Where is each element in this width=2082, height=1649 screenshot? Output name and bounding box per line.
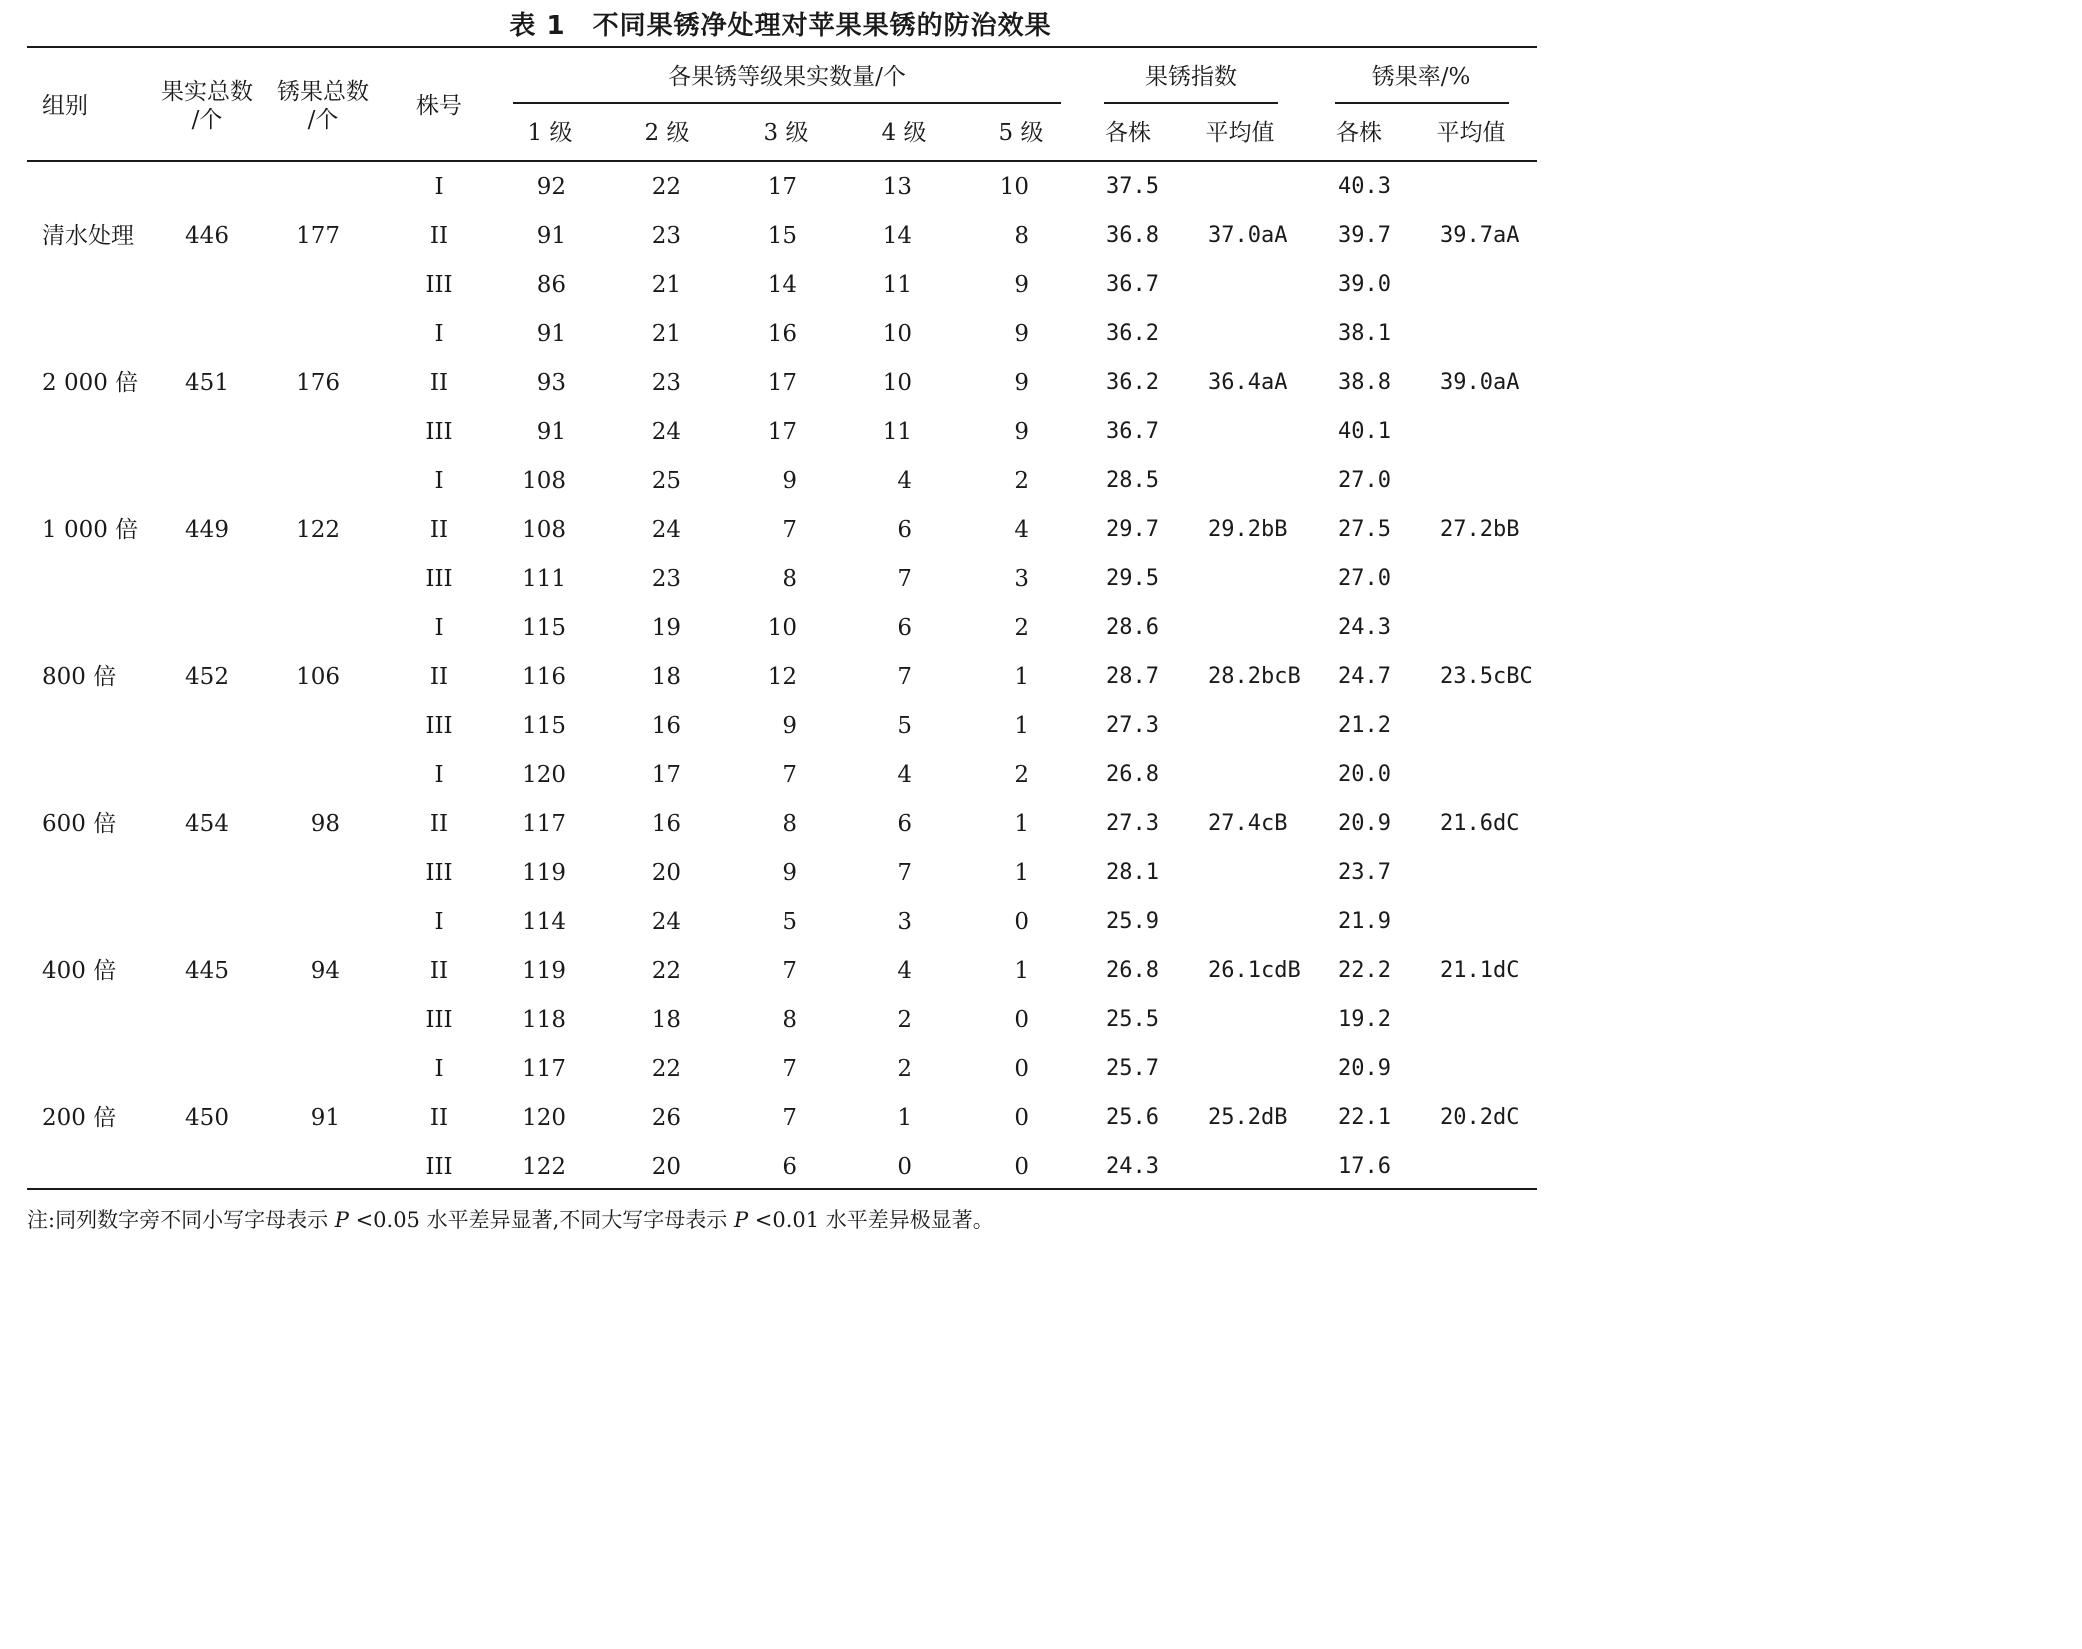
grade-3-count: 5 (782, 909, 797, 935)
grade-2-count: 23 (651, 566, 681, 592)
grade-5-count: 9 (1014, 370, 1029, 396)
index-each: 36.2 (1106, 370, 1159, 395)
plant-number: II (429, 370, 449, 396)
index-each: 26.8 (1106, 762, 1159, 787)
header-index-each: 各株 (1105, 120, 1151, 146)
index-each: 28.7 (1106, 664, 1159, 689)
grade-1-count: 115 (522, 713, 566, 739)
index-each: 36.8 (1106, 223, 1159, 248)
grade-3-count: 6 (782, 1154, 797, 1180)
index-mean: 25.2dB (1208, 1105, 1288, 1130)
footnote-p-2: P (733, 1208, 749, 1232)
rate-each: 17.6 (1338, 1154, 1391, 1179)
grade-3-count: 7 (782, 762, 797, 788)
header-index-group: 果锈指数 (1145, 64, 1237, 90)
header-total-fruit-line1: 果实总数 (161, 79, 253, 105)
group-total-fruit: 450 (185, 1105, 229, 1131)
group-name: 清水处理 (42, 223, 134, 249)
group-total-fruit: 446 (185, 223, 229, 249)
group-total-fruit: 451 (185, 370, 229, 396)
grade-5-count: 3 (1014, 566, 1029, 592)
group-rust-fruit: 91 (310, 1105, 340, 1131)
header-rate-group: 锈果率/% (1371, 64, 1471, 90)
grade-2-count: 22 (651, 174, 681, 200)
grade-1-count: 108 (522, 468, 566, 494)
plant-number: II (429, 223, 449, 249)
rate-each: 40.1 (1338, 419, 1391, 444)
grade-1-count: 120 (522, 762, 566, 788)
grade-4-count: 6 (897, 615, 912, 641)
group-total-fruit: 452 (185, 664, 229, 690)
group-name: 400 倍 (42, 958, 117, 984)
grade-1-count: 117 (522, 811, 566, 837)
header-rate-each: 各株 (1336, 120, 1382, 146)
index-each: 28.6 (1106, 615, 1159, 640)
index-mean: 36.4aA (1208, 370, 1288, 395)
table-title: 表 1 不同果锈净处理对苹果果锈的防治效果 (509, 11, 1052, 41)
grade-2-count: 22 (651, 958, 681, 984)
index-each: 27.3 (1106, 713, 1159, 738)
grade-3-count: 14 (767, 272, 797, 298)
index-each: 24.3 (1106, 1154, 1159, 1179)
grade-1-count: 91 (536, 419, 566, 445)
grade-1-count: 119 (522, 958, 566, 984)
grade-3-count: 16 (767, 321, 797, 347)
rate-each: 22.1 (1338, 1105, 1391, 1130)
header-grade-1: 1 级 (527, 120, 573, 146)
grade-4-count: 4 (897, 468, 912, 494)
group-name: 200 倍 (42, 1105, 117, 1131)
grade-1-count: 122 (522, 1154, 566, 1180)
rate-each: 20.0 (1338, 762, 1391, 787)
grade-2-count: 20 (651, 860, 681, 886)
rate-mean: 21.1dC (1440, 958, 1520, 983)
plant-number: I (434, 762, 444, 788)
grade-5-count: 1 (1014, 860, 1029, 886)
grade-1-count: 116 (522, 664, 566, 690)
grade-4-count: 4 (897, 958, 912, 984)
index-each: 27.3 (1106, 811, 1159, 836)
grade-3-count: 7 (782, 958, 797, 984)
header-plant: 株号 (416, 93, 462, 119)
grade-2-count: 25 (651, 468, 681, 494)
grade-3-count: 17 (767, 370, 797, 396)
plant-number: III (425, 1154, 453, 1180)
grade-4-count: 2 (897, 1056, 912, 1082)
rate-each: 24.7 (1338, 664, 1391, 689)
grade-2-count: 24 (651, 419, 681, 445)
grade-1-count: 111 (522, 566, 566, 592)
grade-4-count: 14 (882, 223, 912, 249)
plant-number: I (434, 909, 444, 935)
header-rule (27, 160, 1537, 162)
grade-2-count: 16 (651, 713, 681, 739)
grade-1-count: 91 (536, 321, 566, 347)
header-rate-mean: 平均值 (1436, 120, 1506, 146)
grade-5-count: 1 (1014, 811, 1029, 837)
grade-2-count: 26 (651, 1105, 681, 1131)
grade-4-count: 7 (897, 566, 912, 592)
grade-2-count: 23 (651, 223, 681, 249)
grade-2-count: 21 (651, 272, 681, 298)
header-grade-group: 各果锈等级果实数量/个 (668, 64, 906, 90)
grade-4-count: 6 (897, 811, 912, 837)
grade-4-count: 1 (897, 1105, 912, 1131)
rate-each: 22.2 (1338, 958, 1391, 983)
index-mean: 27.4cB (1208, 811, 1288, 836)
grade-3-count: 7 (782, 517, 797, 543)
bottom-rule (27, 1188, 1537, 1190)
grade-3-count: 15 (767, 223, 797, 249)
index-mean: 26.1cdB (1208, 958, 1301, 983)
grade-4-count: 10 (882, 321, 912, 347)
footnote-text-1: 注:同列数字旁不同小写字母表示 (27, 1208, 335, 1232)
grade-5-count: 2 (1014, 615, 1029, 641)
plant-number: II (429, 811, 449, 837)
grade-5-count: 9 (1014, 272, 1029, 298)
index-each: 29.7 (1106, 517, 1159, 542)
header-rust-fruit-line1: 锈果总数 (277, 79, 369, 105)
plant-number: II (429, 517, 449, 543)
top-rule (27, 46, 1537, 48)
plant-number: II (429, 1105, 449, 1131)
group-rust-fruit: 122 (296, 517, 340, 543)
grade-1-count: 117 (522, 1056, 566, 1082)
group-rust-fruit: 177 (296, 223, 340, 249)
grade-4-count: 7 (897, 860, 912, 886)
index-each: 28.1 (1106, 860, 1159, 885)
index-each: 26.8 (1106, 958, 1159, 983)
footnote-text-3: <0.01 水平差异极显著。 (748, 1208, 994, 1232)
grade-4-count: 10 (882, 370, 912, 396)
grade-5-count: 2 (1014, 468, 1029, 494)
group-name: 800 倍 (42, 664, 117, 690)
footnote-text-2: <0.05 水平差异显著,不同大写字母表示 (348, 1208, 734, 1232)
index-each: 36.7 (1106, 419, 1159, 444)
index-each: 36.7 (1106, 272, 1159, 297)
grade-3-count: 8 (782, 566, 797, 592)
header-group: 组别 (42, 93, 88, 119)
grade-1-count: 120 (522, 1105, 566, 1131)
header-grade-3: 3 级 (763, 120, 809, 146)
plant-number: II (429, 664, 449, 690)
footnote-p-1: P (334, 1208, 349, 1232)
rate-each: 21.9 (1338, 909, 1391, 934)
grade-3-count: 9 (782, 860, 797, 886)
grade-5-count: 1 (1014, 958, 1029, 984)
grade-3-count: 9 (782, 468, 797, 494)
grade-4-count: 7 (897, 664, 912, 690)
grade-4-count: 0 (897, 1154, 912, 1180)
header-grade-5: 5 级 (998, 120, 1044, 146)
rate-each: 20.9 (1338, 1056, 1391, 1081)
grade-4-count: 4 (897, 762, 912, 788)
grade-2-count: 18 (651, 1007, 681, 1033)
grade-2-count: 23 (651, 370, 681, 396)
index-each: 36.2 (1106, 321, 1159, 346)
header-rust-fruit-line2: /个 (307, 107, 339, 133)
grade-3-count: 9 (782, 713, 797, 739)
rate-each: 38.1 (1338, 321, 1391, 346)
grade-4-count: 3 (897, 909, 912, 935)
index-each: 25.9 (1106, 909, 1159, 934)
rate-each: 23.7 (1338, 860, 1391, 885)
index-each: 28.5 (1106, 468, 1159, 493)
grade-5-count: 9 (1014, 419, 1029, 445)
grade-group-rule (513, 102, 1061, 104)
plant-number: I (434, 321, 444, 347)
plant-number: II (429, 958, 449, 984)
rate-each: 19.2 (1338, 1007, 1391, 1032)
rate-each: 21.2 (1338, 713, 1391, 738)
grade-5-count: 8 (1014, 223, 1029, 249)
grade-1-count: 93 (536, 370, 566, 396)
grade-2-count: 17 (651, 762, 681, 788)
header-index-mean: 平均值 (1205, 120, 1275, 146)
grade-2-count: 24 (651, 909, 681, 935)
header-grade-4: 4 级 (881, 120, 927, 146)
index-each: 37.5 (1106, 174, 1159, 199)
index-mean: 37.0aA (1208, 223, 1288, 248)
grade-3-count: 10 (767, 615, 797, 641)
grade-3-count: 17 (767, 174, 797, 200)
grade-2-count: 16 (651, 811, 681, 837)
plant-number: III (425, 419, 453, 445)
rate-mean: 39.7aA (1440, 223, 1520, 248)
rate-each: 40.3 (1338, 174, 1391, 199)
plant-number: III (425, 272, 453, 298)
grade-4-count: 5 (897, 713, 912, 739)
grade-1-count: 108 (522, 517, 566, 543)
group-total-fruit: 445 (185, 958, 229, 984)
grade-5-count: 9 (1014, 321, 1029, 347)
rate-mean: 39.0aA (1440, 370, 1520, 395)
grade-4-count: 13 (882, 174, 912, 200)
table-footnote (27, 1205, 994, 1235)
grade-2-count: 19 (651, 615, 681, 641)
grade-3-count: 7 (782, 1105, 797, 1131)
grade-2-count: 22 (651, 1056, 681, 1082)
grade-1-count: 114 (522, 909, 566, 935)
rate-each: 20.9 (1338, 811, 1391, 836)
grade-1-count: 92 (536, 174, 566, 200)
group-name: 1 000 倍 (42, 517, 139, 543)
plant-number: III (425, 713, 453, 739)
grade-3-count: 8 (782, 1007, 797, 1033)
header-total-fruit-line2: /个 (191, 107, 223, 133)
grade-5-count: 0 (1014, 1105, 1029, 1131)
grade-2-count: 20 (651, 1154, 681, 1180)
index-each: 25.6 (1106, 1105, 1159, 1130)
grade-5-count: 2 (1014, 762, 1029, 788)
plant-number: III (425, 566, 453, 592)
group-name: 2 000 倍 (42, 370, 139, 396)
grade-5-count: 1 (1014, 664, 1029, 690)
grade-1-count: 91 (536, 223, 566, 249)
rate-each: 39.7 (1338, 223, 1391, 248)
grade-1-count: 115 (522, 615, 566, 641)
grade-5-count: 10 (999, 174, 1029, 200)
grade-1-count: 86 (536, 272, 566, 298)
rate-mean: 27.2bB (1440, 517, 1520, 542)
plant-number: I (434, 468, 444, 494)
index-mean: 28.2bcB (1208, 664, 1301, 689)
rate-group-rule (1335, 102, 1509, 104)
plant-number: III (425, 860, 453, 886)
grade-4-count: 6 (897, 517, 912, 543)
rate-each: 27.0 (1338, 566, 1391, 591)
grade-3-count: 12 (767, 664, 797, 690)
grade-4-count: 2 (897, 1007, 912, 1033)
grade-2-count: 18 (651, 664, 681, 690)
index-mean: 29.2bB (1208, 517, 1288, 542)
index-each: 25.5 (1106, 1007, 1159, 1032)
grade-5-count: 0 (1014, 1056, 1029, 1082)
grade-1-count: 119 (522, 860, 566, 886)
grade-5-count: 0 (1014, 1007, 1029, 1033)
grade-4-count: 11 (882, 419, 912, 445)
grade-5-count: 0 (1014, 1154, 1029, 1180)
grade-1-count: 118 (522, 1007, 566, 1033)
index-each: 29.5 (1106, 566, 1159, 591)
grade-3-count: 8 (782, 811, 797, 837)
rate-each: 39.0 (1338, 272, 1391, 297)
plant-number: I (434, 1056, 444, 1082)
plant-number: I (434, 615, 444, 641)
grade-5-count: 0 (1014, 909, 1029, 935)
plant-number: I (434, 174, 444, 200)
plant-number: III (425, 1007, 453, 1033)
rate-mean: 23.5cBC (1440, 664, 1533, 689)
group-rust-fruit: 106 (296, 664, 340, 690)
group-total-fruit: 449 (185, 517, 229, 543)
index-each: 25.7 (1106, 1056, 1159, 1081)
rate-each: 24.3 (1338, 615, 1391, 640)
rate-mean: 21.6dC (1440, 811, 1520, 836)
grade-5-count: 1 (1014, 713, 1029, 739)
group-rust-fruit: 94 (310, 958, 340, 984)
group-name: 600 倍 (42, 811, 117, 837)
rate-each: 27.0 (1338, 468, 1391, 493)
rate-mean: 20.2dC (1440, 1105, 1520, 1130)
group-rust-fruit: 176 (296, 370, 340, 396)
grade-2-count: 21 (651, 321, 681, 347)
rate-each: 38.8 (1338, 370, 1391, 395)
group-total-fruit: 454 (185, 811, 229, 837)
grade-2-count: 24 (651, 517, 681, 543)
index-group-rule (1104, 102, 1278, 104)
header-grade-2: 2 级 (644, 120, 690, 146)
grade-3-count: 7 (782, 1056, 797, 1082)
grade-5-count: 4 (1014, 517, 1029, 543)
rate-each: 27.5 (1338, 517, 1391, 542)
grade-3-count: 17 (767, 419, 797, 445)
group-rust-fruit: 98 (310, 811, 340, 837)
grade-4-count: 11 (882, 272, 912, 298)
